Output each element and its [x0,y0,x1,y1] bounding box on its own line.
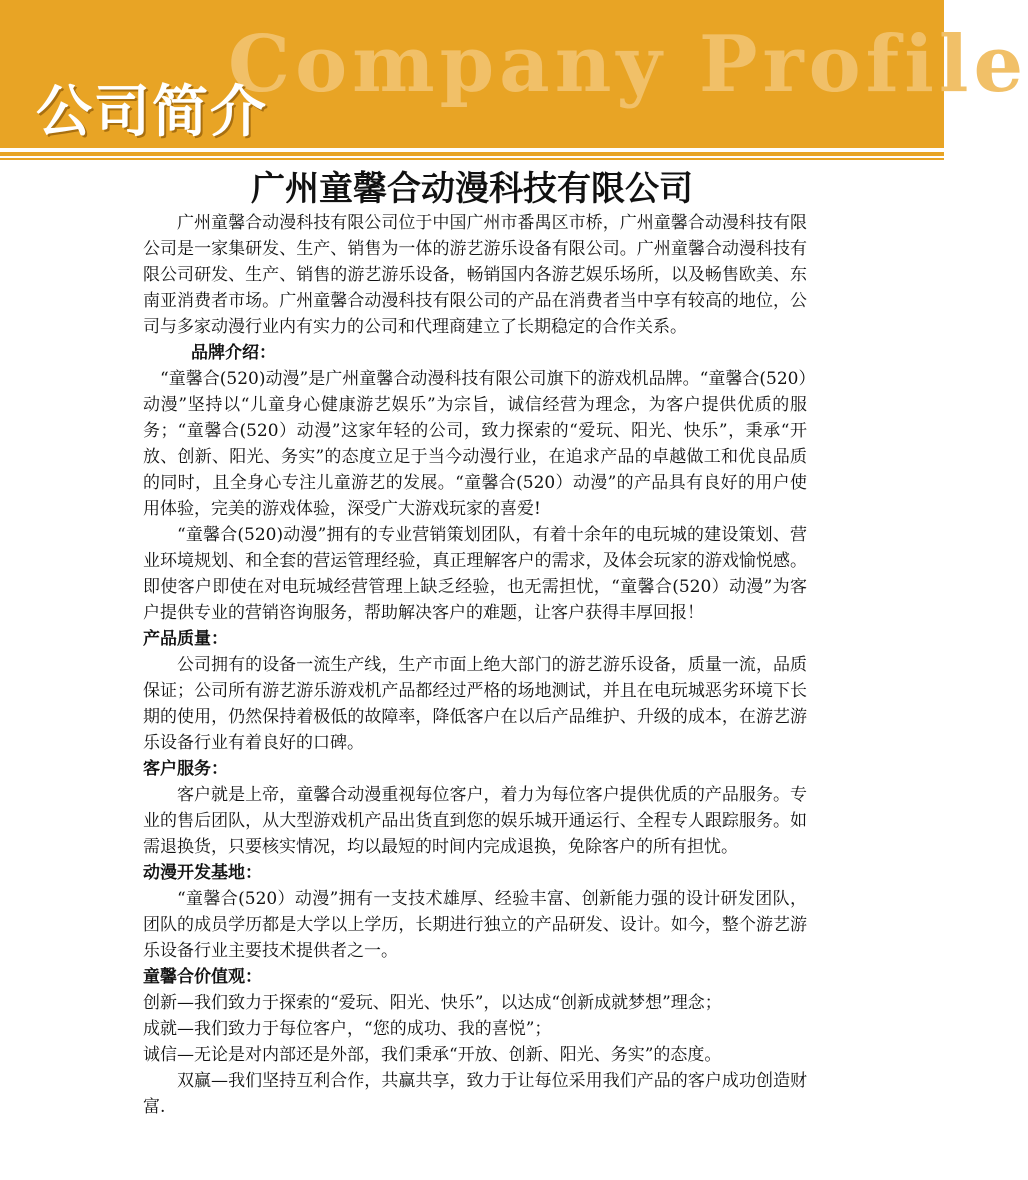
quality-heading: 产品质量： [143,629,228,649]
company-name-title: 广州童馨合动漫科技有限公司 [251,169,693,209]
base-heading: 动漫开发基地： [143,863,262,883]
brand-paragraph-2: “童馨合(520)动漫”拥有的专业营销策划团队，有着十余年的电玩城的建设策划、营业环境规划、和全套的营运管理经验，真正理解客户的需求，及体会玩家的游戏愉悦感。即使客户即使在对电玩城经营管理上缺乏经验，也无需担忧，“童馨合(520）动漫”为客户提供专业的营销咨询服务，帮助解决客户的难题，让客户获得丰厚回报！ [143,525,807,623]
service-heading: 客户服务： [143,759,228,779]
values-line-integrity: 诚信—无论是对内部还是外部，我们秉承“开放、创新、阳光、务实”的态度。 [143,1045,722,1065]
values-line-innovation: 创新—我们致力于探索的“爱玩、阳光、快乐”，以达成“创新成就梦想”理念； [143,993,722,1013]
profile-content [143,210,807,1120]
brand-heading: 品牌介绍： [191,343,276,363]
header-banner [0,0,1028,148]
intro-paragraph: 广州童馨合动漫科技有限公司位于中国广州市番禺区市桥，广州童馨合动漫科技有限公司是一家集研发、生产、销售为一体的游艺游乐设备有限公司。广州童馨合动漫科技有限公司研发、生产、销售的游艺游乐设备，畅销国内各游艺娱乐场所，以及畅售欧美、东南亚消费者市场。广州童馨合动漫科技有限公司的产品在消费者当中享有较高的地位，公司与多家动漫行业内有实力的公司和代理商建立了长期稳定的合作关系。 [143,213,807,337]
base-paragraph: “童馨合(520）动漫”拥有一支技术雄厚、经验丰富、创新能力强的设计研发团队，团队的成员学历都是大学以上学历，长期进行独立的产品研发、设计。如今，整个游艺游乐设备行业主要技术提供者之一。 [143,889,807,961]
values-heading: 童馨合价值观： [143,967,262,987]
banner-title-en: Company Profile [228,19,1028,110]
values-line-win-win: 双赢—我们坚持互利合作，共赢共享，致力于让每位采用我们产品的客户成功创造财富. [143,1071,807,1117]
quality-paragraph: 公司拥有的设备一流生产线，生产市面上绝大部门的游艺游乐设备，质量一流，品质保证；公司所有游艺游乐游戏机产品都经过严格的场地测试，并且在电玩城恶劣环境下长期的使用，仍然保持着极低的故障率，降低客户在以后产品维护、升级的成本，在游艺游乐设备行业有着良好的口碑。 [143,655,807,753]
service-paragraph: 客户就是上帝，童馨合动漫重视每位客户，着力为每位客户提供优质的产品服务。专业的售后团队，从大型游戏机产品出货直到您的娱乐城开通运行、全程专人跟踪服务。如需退换货，只要核实情况，均以最短的时间内完成退换，免除客户的所有担忧。 [143,785,807,857]
divider-thick [0,152,944,156]
values-line-achievement: 成就—我们致力于每位客户，“您的成功、我的喜悦”； [143,1019,552,1039]
divider-thin [0,158,944,160]
banner-title-cn: 公司简介 [36,79,268,145]
brand-paragraph-1: “童馨合(520)动漫”是广州童馨合动漫科技有限公司旗下的游戏机品牌。“童馨合(520）动漫”坚持以“儿童身心健康游艺娱乐”为宗旨，诚信经营为理念，为客户提供优质的服务；“童馨合(520）动漫”这家年轻的公司，致力探索的“爱玩、阳光、快乐”，秉承“开放、创新、阳光、务实”的态度立足于当今动漫行业，在追求产品的卓越做工和优良品质的同时，且全身心专注儿童游艺的发展。“童馨合(520）动漫”的产品具有良好的用户使用体验，完美的游戏体验，深受广大游戏玩家的喜爱! [143,369,807,519]
